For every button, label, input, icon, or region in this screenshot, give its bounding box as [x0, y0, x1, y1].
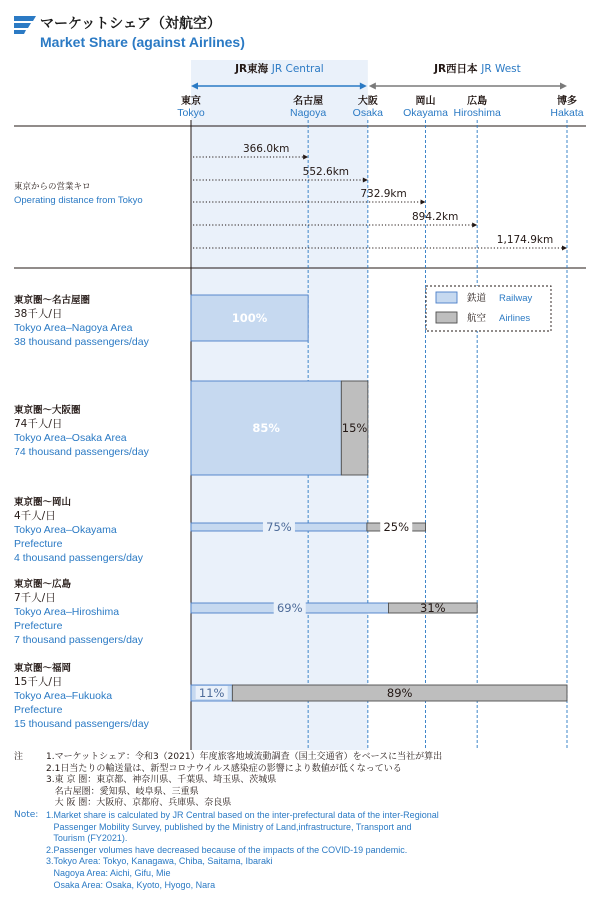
- distance-value-1: 366.0km: [242, 143, 290, 155]
- company-jr-central-label: JR東海 JR Central: [235, 63, 324, 75]
- row-3-name-en-2: Prefecture: [14, 538, 63, 550]
- label-airlines-row-2: 15%: [341, 421, 368, 435]
- station-hakata-ja: 博多: [557, 96, 577, 107]
- label-airlines-row-5: 89%: [386, 686, 413, 700]
- legend-label-ja-2: 航空: [467, 313, 487, 324]
- row-5-passengers-en: 15 thousand passengers/day: [14, 718, 149, 730]
- distance-arrowhead-5: [562, 246, 567, 251]
- station-osaka-ja: 大阪: [357, 96, 378, 107]
- row-4-name-en-1: Tokyo Area–Hiroshima: [14, 606, 120, 618]
- notes-english: [14, 810, 594, 891]
- company-jr-west-label: JR西日本 JR West: [434, 63, 521, 75]
- legend-swatch-railway: [436, 292, 457, 303]
- distance-label-ja: 東京からの営業キロ: [14, 182, 91, 192]
- label-airlines-row-3: 25%: [383, 520, 410, 534]
- note-ja-line-3: 3.東 京 圏：東京都、神奈川県、千葉県、埼玉県、茨城県: [46, 775, 277, 786]
- row-1-name-ja: 東京圏～名古屋圏: [14, 295, 91, 306]
- row-5-name-en-1: Tokyo Area–Fukuoka: [14, 690, 113, 702]
- station-okayama-en: Okayama: [403, 107, 449, 119]
- station-tokyo-ja: 東京: [181, 96, 201, 107]
- jr-west-arrow-head-right: [560, 83, 567, 90]
- label-railway-row-5: 11%: [198, 686, 225, 700]
- title-japanese: マーケットシェア（対航空）: [40, 16, 222, 32]
- notes-en-body: [46, 810, 594, 891]
- row-5-name-ja: 東京圏～福岡: [14, 663, 72, 674]
- row-2-passengers-en: 74 thousand passengers/day: [14, 446, 149, 458]
- label-railway-row-2: 85%: [252, 421, 280, 435]
- row-3-name-en-1: Tokyo Area–Okayama: [14, 524, 117, 536]
- distance-value-2: 552.6km: [302, 166, 350, 178]
- row-3-passengers-ja: 4千人/日: [14, 510, 56, 522]
- station-osaka-en: Osaka: [352, 107, 384, 119]
- distance-value-3: 732.9km: [360, 188, 407, 200]
- legend-swatch-airlines: [436, 312, 457, 323]
- row-3-passengers-en: 4 thousand passengers/day: [14, 552, 144, 564]
- station-nagoya-en: Nagoya: [290, 107, 327, 119]
- row-1-name-en-1: Tokyo Area–Nagoya Area: [14, 322, 133, 334]
- row-5-passengers-ja: 15千人/日: [14, 676, 63, 688]
- note-en-line-7: Osaka Area: Osaka, Kyoto, Hyogo, Nara: [46, 879, 216, 890]
- distance-arrowhead-3: [421, 200, 426, 205]
- note-ja-line-1: 1.マーケットシェア：令和3（2021）年度旅客地域流動調査（国土交通省）をベースに当社が算出: [46, 752, 443, 762]
- row-1-passengers-en: 38 thousand passengers/day: [14, 336, 149, 348]
- note-en-line-3: Tourism (FY2021).: [46, 833, 128, 844]
- legend-label-ja-1: 鉄道: [467, 293, 487, 304]
- jr-west-arrow-head-left: [369, 83, 376, 90]
- note-en-line-6: Nagoya Area: Aichi, Gifu, Mie: [46, 867, 171, 878]
- row-2-passengers-ja: 74千人/日: [14, 418, 63, 430]
- station-hiroshima-en: Hiroshima: [453, 107, 501, 119]
- row-1-passengers-ja: 38千人/日: [14, 308, 63, 320]
- legend-label-en-2: Airlines: [499, 313, 531, 324]
- row-3-name-ja: 東京圏～岡山: [14, 497, 72, 508]
- note-en-line-2: Passenger Mobility Survey, published by the Ministry of Land,infrastructure, Transport and: [46, 821, 412, 832]
- note-ja-line-4: 名古屋圏：愛知県、岐阜県、三重県: [46, 786, 199, 797]
- distance-label-en: Operating distance from Tokyo: [14, 195, 143, 206]
- row-2-name-en-1: Tokyo Area–Osaka Area: [14, 432, 127, 444]
- station-hakata-en: Hakata: [550, 107, 584, 119]
- note-ja-line-5: 大 阪 圏：大阪府、京都府、兵庫県、奈良県: [46, 798, 232, 809]
- distance-value-4: 894.2km: [411, 211, 459, 223]
- note-en-line-4: 2.Passenger volumes have decreased because of the impacts of the COVID-19 pandemic.: [46, 844, 408, 855]
- note-ja-line-2: 2.1日当たりの輸送量は、新型コロナウイルス感染症の影響により数値が低くなっている: [46, 763, 402, 774]
- label-railway-row-4: 69%: [276, 601, 303, 615]
- label-airlines-row-4: 31%: [420, 601, 446, 615]
- notes-japanese: [14, 752, 594, 810]
- row-5-name-en-2: Prefecture: [14, 704, 63, 716]
- station-okayama-ja: 岡山: [415, 96, 436, 107]
- row-4-passengers-ja: 7千人/日: [14, 592, 56, 604]
- title-english: Market Share (against Airlines): [40, 34, 245, 50]
- label-railway-row-1: 100%: [231, 311, 268, 325]
- row-4-name-en-2: Prefecture: [14, 620, 63, 632]
- note-en-line-1: 1.Market share is calculated by JR Central based on the inter-prefectural data of the inter-Regional: [46, 809, 439, 820]
- station-nagoya-ja: 名古屋: [293, 96, 324, 107]
- row-2-name-ja: 東京圏～大阪圏: [14, 405, 81, 416]
- notes-en-lead: Note:: [14, 809, 39, 820]
- legend-label-en-1: Railway: [499, 293, 533, 304]
- notes-ja-lead: 注: [14, 752, 24, 762]
- row-4-name-ja: 東京圏～広島: [14, 579, 72, 590]
- notes-ja-body: [46, 752, 594, 810]
- label-railway-row-3: 75%: [266, 520, 292, 534]
- notes-section: [14, 752, 594, 891]
- distance-value-5: 1,174.9km: [496, 234, 554, 246]
- station-tokyo-en: Tokyo: [177, 107, 205, 119]
- row-4-passengers-en: 7 thousand passengers/day: [14, 634, 144, 646]
- distance-arrowhead-4: [472, 223, 477, 228]
- station-hiroshima-ja: 広島: [467, 96, 488, 107]
- note-en-line-5: 3.Tokyo Area: Tokyo, Kanagawa, Chiba, Saitama, Ibaraki: [46, 856, 273, 867]
